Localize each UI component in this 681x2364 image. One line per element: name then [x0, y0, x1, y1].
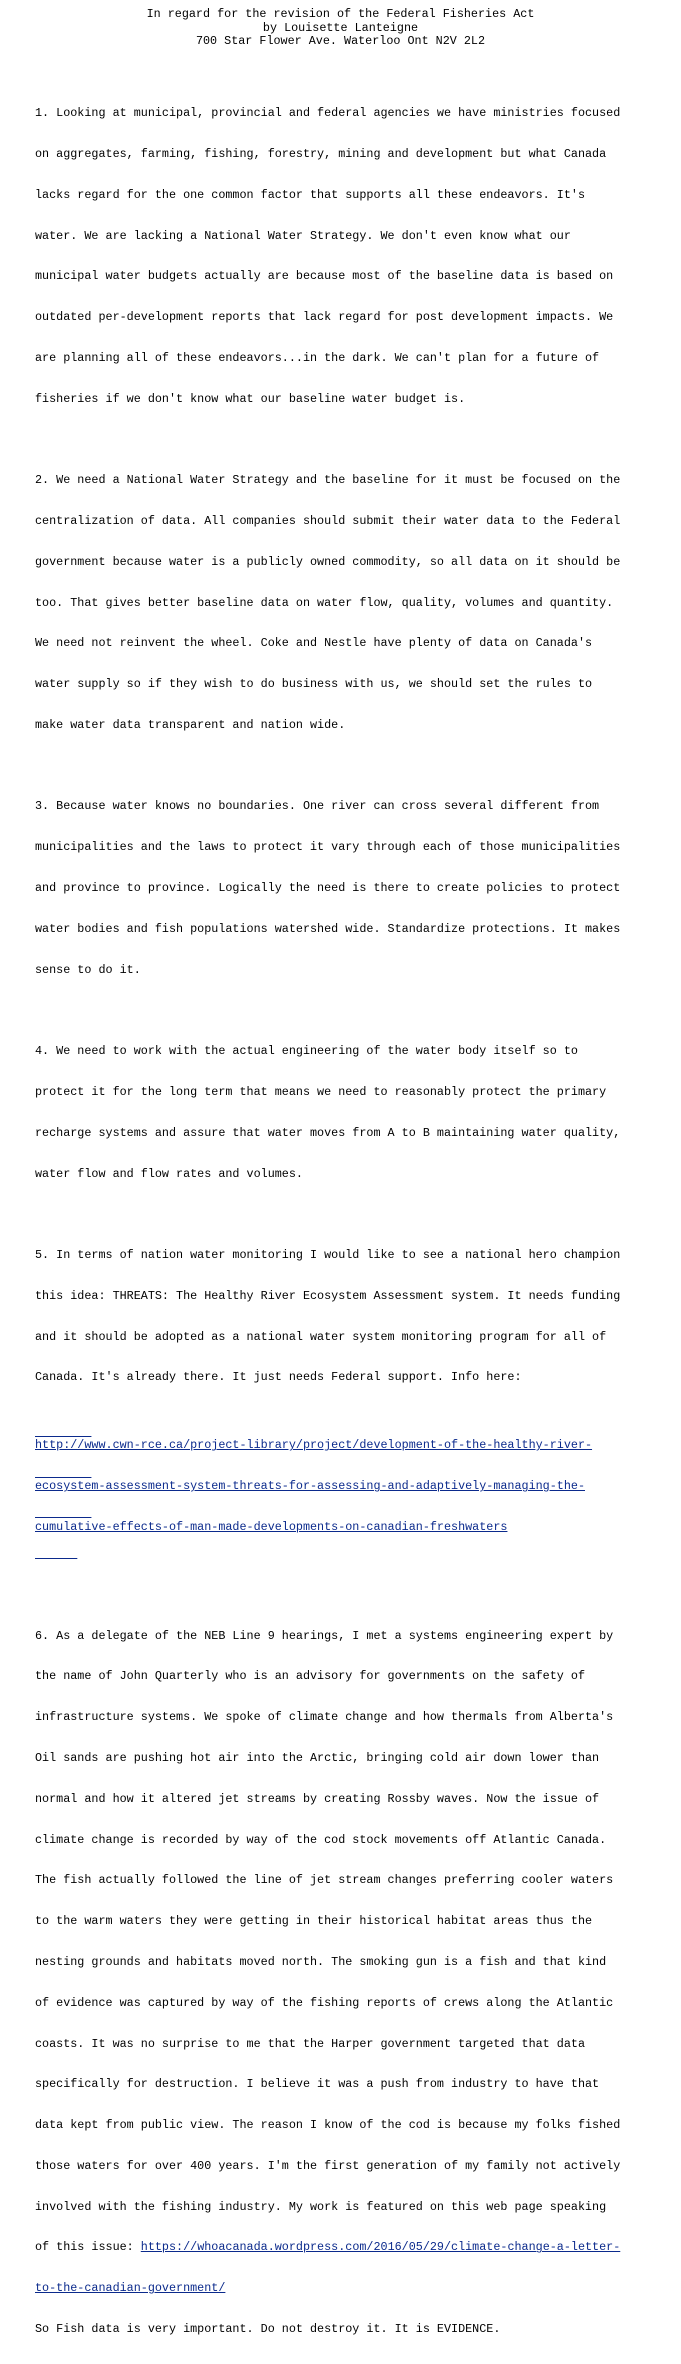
paragraph-line: data kept from public view. The reason I know of the cod is because my folks fished	[35, 2118, 621, 2133]
paragraph-line: specifically for destruction. I believe it was a push from industry to have that	[35, 2077, 600, 2092]
paragraph-line: on aggregates, farming, fishing, forestry, mining and development but what Canada	[35, 146, 607, 161]
cwn-project-link[interactable]	[35, 1412, 675, 1562]
paragraph-5	[35, 1222, 675, 1589]
paragraph-line: municipal water budgets actually are because most of the baseline data is based on	[35, 269, 614, 284]
paragraph-line: are planning all of these endeavors...in the dark. We can't plan for a future of	[35, 350, 600, 365]
paragraph-line: the name of John Quarterly who is an advisory for governments on the safety of	[35, 1669, 585, 1684]
whoacanada-link[interactable]: https://whoacanada.wordpress.com/2016/05/29/climate-change-a-letter-	[140, 2240, 621, 2255]
author-line: by Louisette Lanteigne	[262, 20, 419, 35]
paragraph-line: water bodies and fish populations watershed wide. Standardize protections. It makes	[35, 921, 621, 936]
paragraph-line: protect it for the long term that means we need to reasonably protect the primary	[35, 1084, 607, 1099]
paragraph-line: We need not reinvent the wheel. Coke and Nestle have plenty of data on Canada's	[35, 636, 593, 651]
paragraph-line: 4. We need to work with the actual engineering of the water body itself so to	[35, 1044, 578, 1059]
paragraph-line: 2. We need a National Water Strategy and the baseline for it must be focused on the	[35, 473, 621, 488]
paragraph-line: recharge systems and assure that water moves from A to B maintaining water quality,	[35, 1125, 621, 1140]
closing-statement: So Fish data is very important. Do not destroy it. It is EVIDENCE.	[35, 2321, 501, 2336]
paragraph-line: nesting grounds and habitats moved north. The smoking gun is a fish and that kind	[35, 1954, 607, 1969]
paragraph-line: and it should be adopted as a national water system monitoring program for all of	[35, 1329, 607, 1344]
paragraph-line: government because water is a publicly owned commodity, so all data on it should be	[35, 554, 621, 569]
paragraph-line: outdated per-development reports that lack regard for post development impacts. We	[35, 310, 614, 325]
paragraph-line: make water data transparent and nation wide.	[35, 717, 346, 732]
paragraph-line: 5. In terms of nation water monitoring I would like to see a national hero champion	[35, 1248, 621, 1263]
paragraph-line: lacks regard for the one common factor that supports all these endeavors. It's	[35, 187, 585, 202]
document-header	[0, 8, 681, 49]
paragraph-line: sense to do it.	[35, 962, 141, 977]
paragraph-line: Canada. It's already there. It just needs Federal support. Info here:	[35, 1370, 522, 1385]
paragraph-line: Oil sands are pushing hot air into the Arctic, bringing cold air down lower than	[35, 1751, 600, 1766]
paragraph-line: fisheries if we don't know what our baseline water budget is.	[35, 391, 466, 406]
paragraph-line: water supply so if they wish to do business with us, we should set the rules to	[35, 677, 593, 692]
paragraph-line: centralization of data. All companies should submit their water data to the Federal	[35, 514, 621, 528]
document-title: In regard for the revision of the Federal Fisheries Act	[146, 7, 535, 21]
paragraph-line: coasts. It was no surprise to me that the Harper government targeted that data	[35, 2036, 585, 2051]
paragraph-6	[35, 1603, 675, 2364]
paragraph-1	[35, 80, 675, 433]
paragraph-line: normal and how it altered jet streams by creating Rossby waves. Now the issue of	[35, 1791, 600, 1806]
link-line[interactable]: http://www.cwn-rce.ca/project-library/project/development-of-the-healthy-river-	[35, 1438, 593, 1453]
paragraph-line: of evidence was captured by way of the fishing reports of crews along the Atlantic	[35, 1995, 614, 2010]
paragraph-2	[35, 447, 675, 760]
paragraph-line: infrastructure systems. We spoke of climate change and how thermals from Alberta's	[35, 1710, 614, 1725]
paragraph-3	[35, 773, 675, 1004]
document-body	[35, 80, 675, 2364]
paragraph-line: and province to province. Logically the need is there to create policies to protect	[35, 881, 621, 896]
link-prefix: of this issue:	[35, 2240, 141, 2255]
paragraph-line: water flow and flow rates and volumes.	[35, 1166, 303, 1181]
paragraph-line: this idea: THREATS: The Healthy River Ecosystem Assessment system. It needs funding	[35, 1288, 621, 1303]
whoacanada-link-continued[interactable]: to-the-canadian-government/	[35, 2281, 226, 2296]
paragraph-line: those waters for over 400 years. I'm the first generation of my family not actively	[35, 2158, 621, 2173]
paragraph-line: municipalities and the laws to protect it vary through each of those municipalities	[35, 840, 621, 855]
link-line[interactable]: ecosystem-assessment-system-threats-for-assessing-and-adaptively-managing-the-	[35, 1479, 585, 1494]
link-intro-line	[35, 2241, 675, 2255]
paragraph-line: to the warm waters they were getting in their historical habitat areas thus the	[35, 1914, 593, 1929]
paragraph-line: The fish actually followed the line of jet stream changes preferring cooler waters	[35, 1873, 614, 1888]
paragraph-line: climate change is recorded by way of the cod stock movements off Atlantic Canada.	[35, 1832, 607, 1847]
paragraph-line: water. We are lacking a National Water Strategy. We don't even know what our	[35, 228, 571, 243]
address-line: 700 Star Flower Ave. Waterloo Ont N2V 2L2	[195, 34, 486, 49]
paragraph-line: 3. Because water knows no boundaries. One river can cross several different from	[35, 799, 600, 814]
paragraph-line: 6. As a delegate of the NEB Line 9 hearings, I met a systems engineering expert by	[35, 1628, 614, 1643]
paragraph-4	[35, 1018, 675, 1208]
paragraph-line: too. That gives better baseline data on water flow, quality, volumes and quantity.	[35, 595, 614, 610]
paragraph-line: 1. Looking at municipal, provincial and federal agencies we have ministries focused	[35, 106, 621, 121]
link-line[interactable]: cumulative-effects-of-man-made-developments-on-canadian-freshwaters	[35, 1519, 508, 1534]
paragraph-line: involved with the fishing industry. My work is featured on this web page speaking	[35, 2199, 607, 2214]
